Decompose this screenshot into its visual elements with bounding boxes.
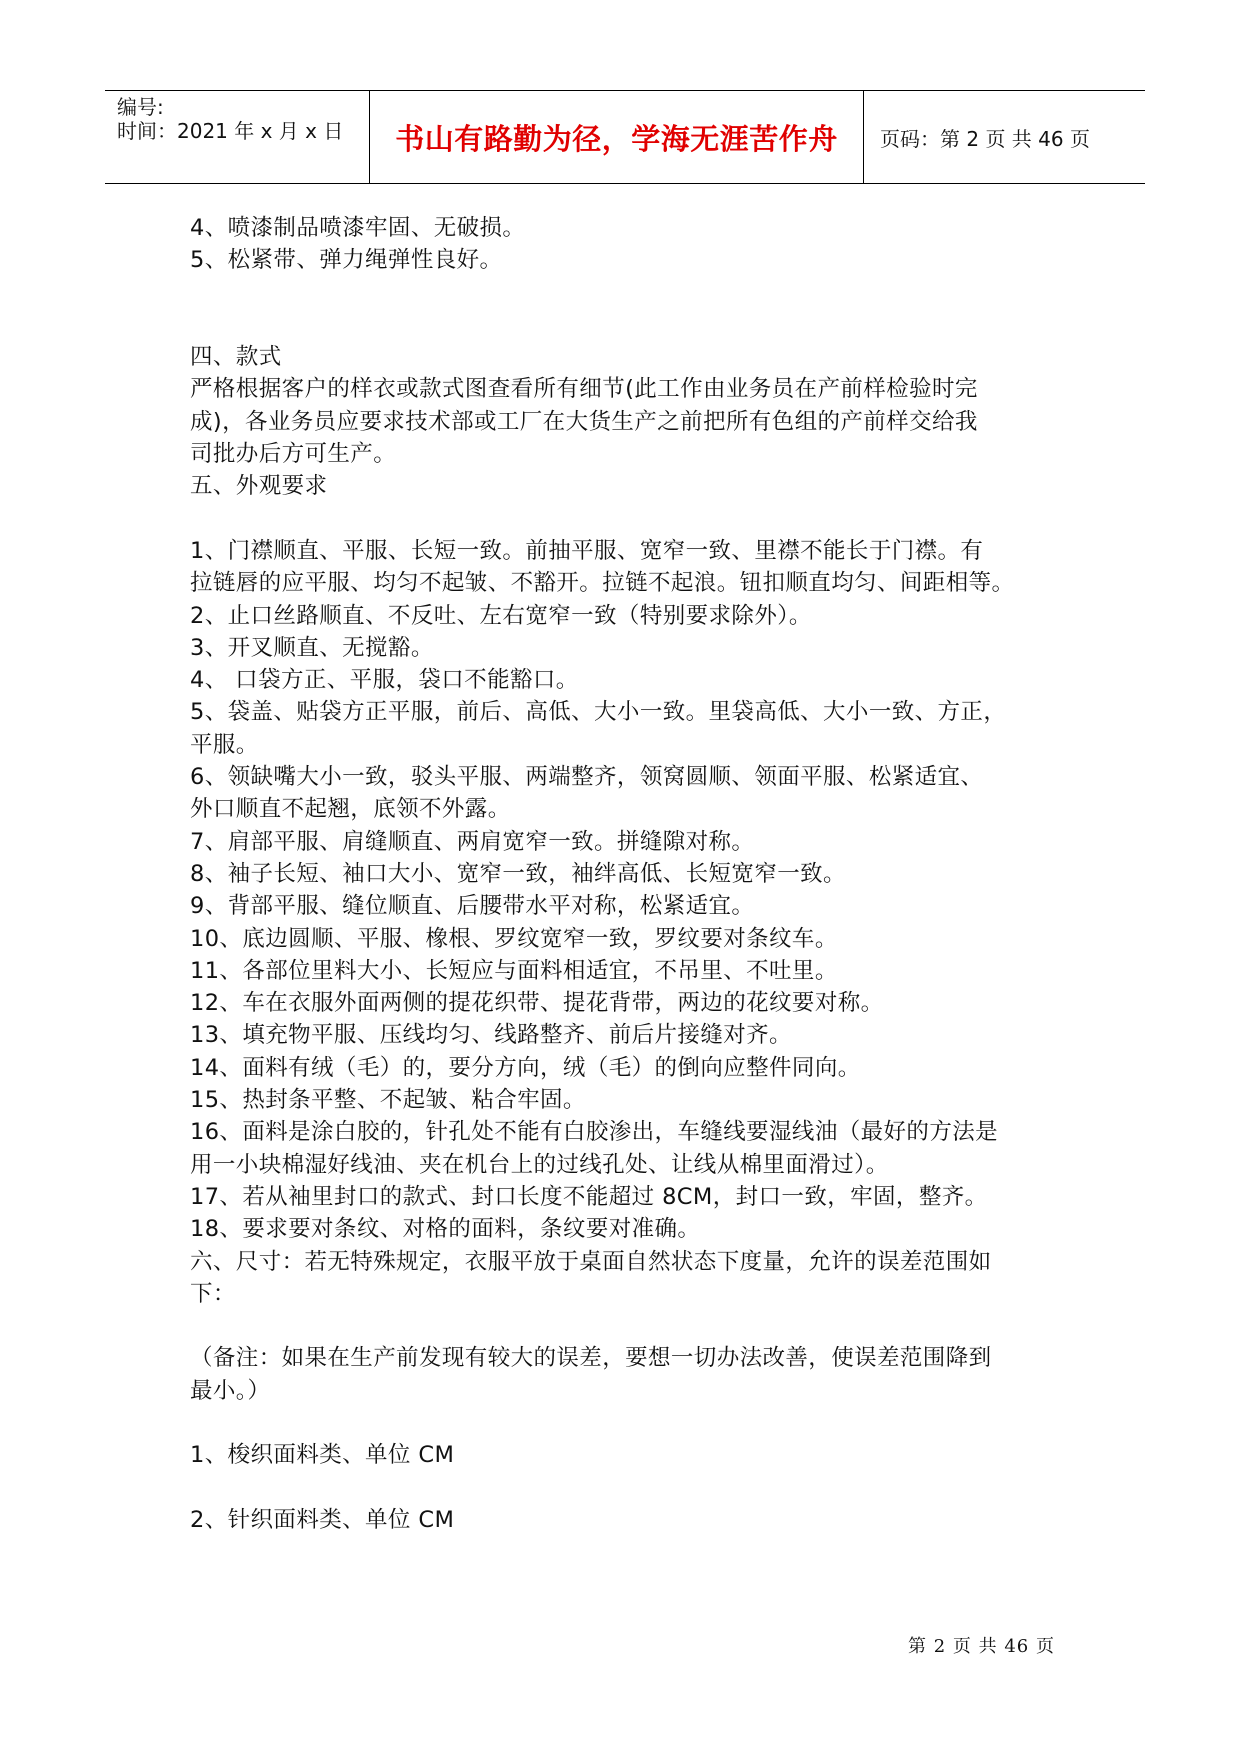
list-item: 12、车在衣服外面两侧的提花织带、提花背带，两边的花纹要对称。 xyxy=(190,990,884,1017)
paragraph-line: 严格根据客户的样衣或款式图查看所有细节(此工作由业务员在产前样检验时完 xyxy=(190,376,978,403)
list-item: 4、 口袋方正、平服，袋口不能豁口。 xyxy=(190,667,579,694)
list-item: 6、领缺嘴大小一致，驳头平服、两端整齐，领窝圆顺、领面平服、松紧适宜、 xyxy=(190,764,984,791)
list-item: 15、热封条平整、不起皱、粘合牢固。 xyxy=(190,1087,586,1114)
paragraph-line: 司批办后方可生产。 xyxy=(190,441,397,468)
time-label: 时间：2021 年 x 月 x 日 xyxy=(117,119,344,143)
paragraph-line: 5、松紧带、弹力绳弹性良好。 xyxy=(190,247,503,274)
paragraph-line: 4、喷漆制品喷漆牢固、无破损。 xyxy=(190,215,526,241)
list-item: 11、各部位里料大小、长短应与面料相适宜，不吊里、不吐里。 xyxy=(190,957,838,984)
list-item: 8、袖子长短、袖口大小、宽窄一致，袖绊高低、长短宽窄一致。 xyxy=(190,860,846,887)
header-motto-cell xyxy=(370,91,864,183)
note-line: 最小。） xyxy=(190,1377,271,1404)
number-label: 编号: xyxy=(117,95,164,119)
paragraph-line: 下： xyxy=(190,1280,236,1307)
note-line: （备注：如果在生产前发现有较大的误差，要想一切办法改善，使误差范围降到 xyxy=(190,1345,992,1372)
subsection-line: 1、梭织面料类、单位 CM xyxy=(190,1442,455,1469)
document-header xyxy=(105,90,1145,184)
list-item: 7、肩部平服、肩缝顺直、两肩宽窄一致。拼缝隙对称。 xyxy=(190,828,755,855)
list-item: 16、面料是涂白胶的，针孔处不能有白胶渗出，车缝线要湿线油（最好的方法是 xyxy=(190,1119,999,1146)
list-item: 13、填充物平服、压线均匀、线路整齐、前后片接缝对齐。 xyxy=(190,1022,792,1049)
list-item: 用一小块棉湿好线油、夹在机台上的过线孔处、让线从棉里面滑过）。 xyxy=(190,1151,889,1178)
section-heading: 四、款式 xyxy=(190,344,282,371)
motto-text: 书山有路勤为径，学海无涯苦作舟 xyxy=(395,121,838,156)
list-item: 17、若从袖里封口的款式、封口长度不能超过 8CM，封口一致，牢固，整齐。 xyxy=(190,1183,988,1210)
list-item: 14、面料有绒（毛）的，要分方向，绒（毛）的倒向应整件同向。 xyxy=(190,1054,861,1081)
header-info-cell xyxy=(105,91,370,183)
list-item: 5、袋盖、贴袋方正平服，前后、高低、大小一致。里袋高低、大小一致、方正， xyxy=(190,699,1007,726)
list-item: 拉链唇的应平服、均匀不起皱、不豁开。拉链不起浪。钮扣顺直均匀、间距相等。 xyxy=(190,570,1015,597)
subsection-line: 2、针织面料类、单位 CM xyxy=(190,1506,455,1533)
list-item: 外口顺直不起翘，底领不外露。 xyxy=(190,796,511,823)
section-heading: 六、尺寸：若无特殊规定，衣服平放于桌面自然状态下度量，允许的误差范围如 xyxy=(190,1248,992,1275)
paragraph-line: 成)，各业务员应要求技术部或工厂在大货生产之前把所有色组的产前样交给我 xyxy=(190,408,978,435)
list-item: 平服。 xyxy=(190,731,259,758)
footer-page-number: 第 2 页 共 46 页 xyxy=(908,1636,1055,1657)
section-heading: 五、外观要求 xyxy=(190,473,328,500)
list-item: 18、要求要对条纹、对格的面料，条纹要对准确。 xyxy=(190,1216,701,1243)
list-item: 1、门襟顺直、平服、长短一致。前抽平服、宽窄一致、里襟不能长于门襟。有 xyxy=(190,537,984,564)
document-body xyxy=(190,212,1070,1536)
list-item: 3、开叉顺直、无搅豁。 xyxy=(190,634,434,661)
header-page-number: 页码：第 2 页 共 46 页 xyxy=(880,126,1090,151)
header-page-cell xyxy=(864,91,1145,183)
list-item: 2、止口丝路顺直、不反吐、左右宽窄一致（特别要求除外）。 xyxy=(190,602,812,629)
list-item: 10、底边圆顺、平服、橡根、罗纹宽窄一致，罗纹要对条纹车。 xyxy=(190,925,838,952)
list-item: 9、背部平服、缝位顺直、后腰带水平对称，松紧适宜。 xyxy=(190,893,755,920)
